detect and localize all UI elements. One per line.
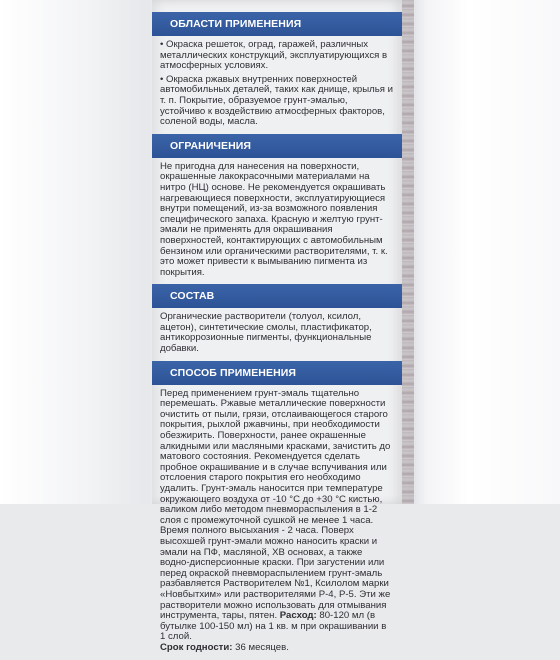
- paragraph: Не пригодна для нанесения на поверхности, окрашенные лакокрасочными материалами на нитро (НЦ) основе. Не рекомендуется окрашивать нагревающиеся поверхности, эксплуатирующиеся внутри помещений, из-за возможного появления специфического запаха. Красную и желтую грунт-эмали не применять для окрашивания поверхностей, контактирующих с автомобильным бензином или органическими растворителями, т. к. это может привести к вымыванию пигмента из покрытия.: [160, 160, 388, 278]
- can-left-background: [0, 0, 150, 504]
- section-title-restrictions: ОГРАНИЧЕНИЯ: [152, 134, 402, 158]
- paragraph: • Окраска ржавых внутренних поверхностей автомобильных деталей, таких как днище, крылья и т. п. Покрытие, образуемое грунт-эмалью, устойчиво к воздействию атмосферных факторов, соленой воды, масла.: [160, 73, 393, 128]
- paragraph: Органические растворители (толуол, ксилол, ацетон), синтетические смолы, пластификатор, антикоррозионные пигменты, функциональные добавки.: [160, 311, 372, 355]
- usage-text: Перед применением грунт-эмаль тщательно перемешать. Ржавые металлические поверхности очистить от пыли, грязи, отслаивающегося старого покрытия, рыхлой ржавчины, при необходимости обезжирить. Поверхности, ранее окрашенные алкидными или масляными красками, зачистить до матового состояния. Рекомендуется сделать пробное окрашивание и в случае вспучивания или отслоения старого покрытия его необходимо удалить. Грунт-эмаль наносится при температуре окружающего воздуха от -10 °С до +30 °С кистью, валиком либо методом пневмораспыления в 1-2 слоя с промежуточной сушкой не менее 1 часа. Время полного высыхания - 2 часа. Поверх высохшей грунт-эмали можно наносить краски и эмали на ПФ, масляной, ХВ основах, а также водно-дисперсионные краски. При загустении или перед окраской пневмораспылением грунт-эмаль разбавляется Растворителем №1, Ксилолом марки «Новбытхим» или растворителями Р-4, Р-5. Эти же растворители можно использовать для отмывания инструмента, тары, пятен.: [160, 387, 391, 622]
- section-title-application: ОБЛАСТИ ПРИМЕНЕНИЯ: [152, 12, 402, 36]
- section-body-application: [152, 40, 402, 134]
- section-title-usage: СПОСОБ ПРИМЕНЕНИЯ: [152, 361, 402, 385]
- paragraph: • Окраска решеток, оград, гаражей, различных металлических конструкций, эксплуатирующихся в атмосферных условиях.: [160, 39, 388, 72]
- consumption-text: 80-120 мл (в бутылке 100-150 мл) на 1 кв. м при окрашивании в 1 слой.: [160, 610, 387, 643]
- shelf-life-label: Срок годности:: [160, 641, 233, 653]
- section-body-composition: [152, 312, 402, 360]
- product-label: [152, 0, 402, 653]
- section-title-composition: СОСТАВ: [152, 284, 402, 308]
- can-seam-stripe: [400, 0, 414, 504]
- section-body-restrictions: [152, 162, 402, 285]
- shelf-life-text: 36 месяцев.: [235, 641, 289, 653]
- can-right-background: [408, 0, 560, 504]
- consumption-label: Расход:: [279, 610, 317, 622]
- paragraph: [160, 389, 394, 643]
- section-body-usage: [152, 389, 402, 660]
- paragraph: [160, 643, 394, 654]
